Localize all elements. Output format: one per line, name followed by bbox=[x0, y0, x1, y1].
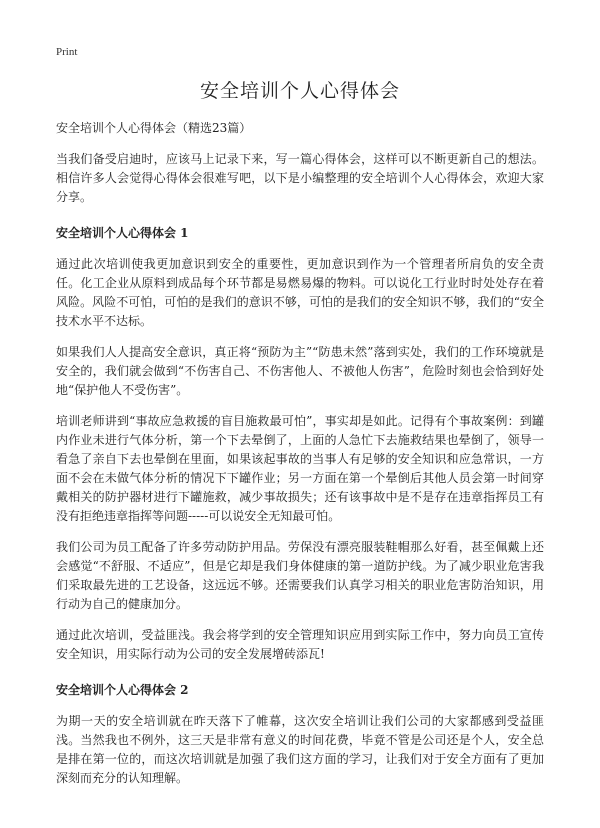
section-1-paragraph: 我们公司为员工配备了许多劳动防护用品。劳保没有漂亮服装鞋帽那么好看，甚至佩戴上还会感觉“不舒服、不适应”，但是它却是我们身体健康的第一道防护线。为了减少职业危害我们采取最先进的工艺设备，这远远不够。还需要我们认真学习相关的职业危害防治知识，用行动为自己的健康加分。 bbox=[56, 540, 544, 611]
section-1-paragraph: 通过此次培训，受益匪浅。我会将学到的安全管理知识应用到实际工作中，努力向员工宣传安全知识，用实际行动为公司的安全发展增砖添瓦! bbox=[56, 628, 544, 661]
section-2-paragraph: 为期一天的安全培训就在昨天落下了帷幕，这次安全培训让我们公司的大家都感到受益匪浅。当然我也不例外，这三天是非常有意义的时间花费，毕竟不管是公司还是个人，安全总是排在第一位的，而这次培训就是加强了我们这方面的学习，让我们对于安全方面有了更加深刻而充分的认知理解。 bbox=[56, 714, 544, 785]
section-1-heading: 安全培训个人心得体会 1 bbox=[56, 226, 189, 240]
print-link[interactable]: Print bbox=[56, 46, 78, 58]
intro-paragraph: 当我们备受启迪时，应该马上记录下来，写一篇心得体会，这样可以不断更新自己的想法。相信许多人会觉得心得体会很难写吧，以下是小编整理的安全培训个人心得体会，欢迎大家分享。 bbox=[56, 152, 544, 204]
document-subtitle: 安全培训个人心得体会（精选23篇） bbox=[56, 121, 252, 135]
section-1-paragraph: 培训老师讲到“事故应急救援的盲目施救最可怕”，事实却是如此。记得有个事故案例：到罐内作业未进行气体分析，第一个下去晕倒了，上面的人急忙下去施救结果也晕倒了，领导一看急了亲自下去也晕倒在里面，如果该起事故的当事人有足够的安全知识和应急常识，一方面不会在未做气体分析的情况下下罐作业；另一方面在第一个晕倒后其他人员会第一时间穿戴相关的防护器材进行下罐施救，减少事故损失；还有该事故中是不是存在违章指挥员工有没有拒绝违章指挥等问题-----可以说安全无知最可怕。 bbox=[56, 414, 544, 523]
section-1-paragraph: 如果我们人人提高安全意识，真正将“预防为主”“防患未然”落到实处，我们的工作环境就是安全的，我们就会做到“不伤害自己、不伤害他人、不被他人伤害”，危险时刻也会恰到好处地“保护他人不受伤害”。 bbox=[56, 345, 544, 397]
section-2-heading: 安全培训个人心得体会 2 bbox=[56, 683, 189, 697]
section-1-paragraph: 通过此次培训使我更加意识到安全的重要性，更加意识到作为一个管理者所肩负的安全责任。化工企业从原料到成品每个环节都是易燃易爆的物料。可以说化工行业时时处处存在着风险。风险不可怕，可怕的是我们的意识不够，可怕的是我们的安全知识不够，我们的“安全技术水平不达标。 bbox=[56, 257, 544, 328]
document-title: 安全培训个人心得体会 bbox=[199, 80, 400, 102]
